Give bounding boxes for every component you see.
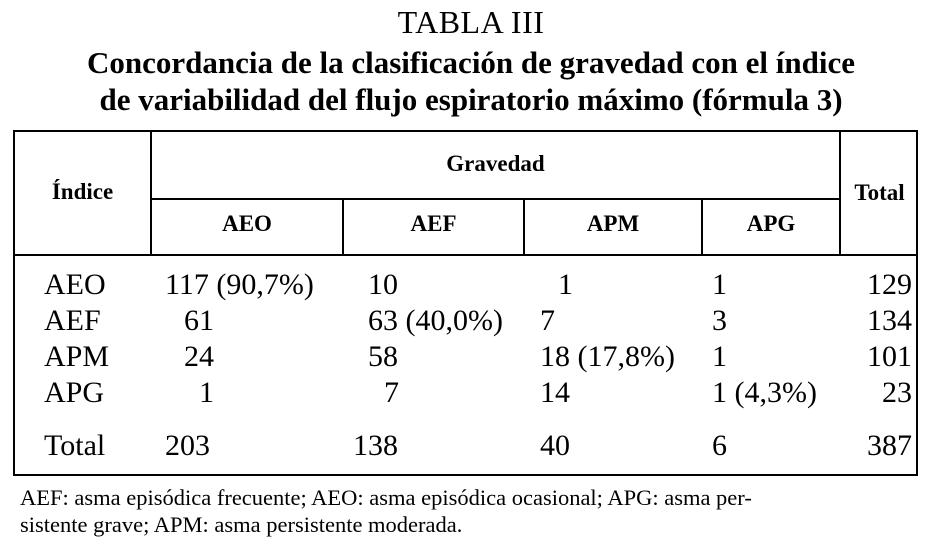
- cell-aef-apm: 7: [540, 304, 555, 337]
- table-footnote: [20, 484, 932, 538]
- row-label-aef: AEF: [44, 304, 101, 337]
- table-caption: [0, 44, 942, 118]
- caption-line-1: Concordancia de la clasificación de gravedad con el índice: [86, 45, 856, 80]
- cell-apm-apg: 1: [712, 340, 727, 373]
- cell-apm-aef: 58: [368, 340, 398, 373]
- row-label-apg: APG: [44, 376, 105, 409]
- header-col-apg: APG: [746, 211, 796, 236]
- caption-line-2: de variabilidad del flujo espiratorio máximo (fórmula 3): [99, 82, 843, 117]
- cell-apm-aeo: 24: [184, 340, 214, 373]
- footnote-line-2: sistente grave; APM: asma persistente moderada.: [20, 512, 463, 537]
- header-col-aeo: AEO: [222, 211, 272, 236]
- grand-total: 387: [867, 429, 912, 462]
- total-aeo: 203: [165, 429, 210, 462]
- cell-apg-apm: 14: [540, 376, 570, 409]
- header-col-apm: APM: [586, 211, 640, 236]
- cell-aef-aef: 63 (40,0%): [368, 304, 503, 337]
- cell-apg-aeo: 1: [199, 376, 214, 409]
- total-aef: 138: [353, 429, 398, 462]
- divider-header-body: [15, 254, 916, 256]
- row-label-aeo: AEO: [44, 268, 106, 301]
- row-label-apm: APM: [44, 340, 110, 373]
- cell-aeo-apm: 1: [558, 268, 573, 301]
- cell-apg-apg: 1 (4,3%): [712, 376, 817, 409]
- data-table: [13, 130, 918, 476]
- cell-aef-apg: 3: [712, 304, 727, 337]
- cell-aef-aeo: 61: [184, 304, 214, 337]
- header-total: Total: [854, 180, 905, 205]
- total-apm: 40: [540, 429, 570, 462]
- cell-aeo-total: 129: [867, 268, 912, 301]
- cell-apm-apm: 18 (17,8%): [540, 340, 675, 373]
- cell-apg-total: 23: [882, 376, 912, 409]
- total-row-label: Total: [44, 429, 106, 462]
- divider-gravedad-group: [150, 198, 840, 200]
- table-number: TABLA III: [397, 4, 545, 40]
- cell-aeo-apg: 1: [712, 268, 727, 301]
- cell-apm-total: 101: [867, 340, 912, 373]
- cell-aef-total: 134: [867, 304, 912, 337]
- header-col-aef: AEF: [410, 211, 457, 236]
- footnote-line-1: AEF: asma episódica frecuente; AEO: asma episódica ocasional; APG: asma per-: [20, 485, 752, 510]
- header-gravedad: Gravedad: [446, 151, 545, 176]
- header-indice: Índice: [51, 179, 114, 204]
- total-apg: 6: [712, 429, 727, 462]
- cell-apg-aef: 7: [384, 376, 399, 409]
- cell-aeo-aeo: 117 (90,7%): [165, 268, 314, 301]
- cell-aeo-aef: 10: [368, 268, 398, 301]
